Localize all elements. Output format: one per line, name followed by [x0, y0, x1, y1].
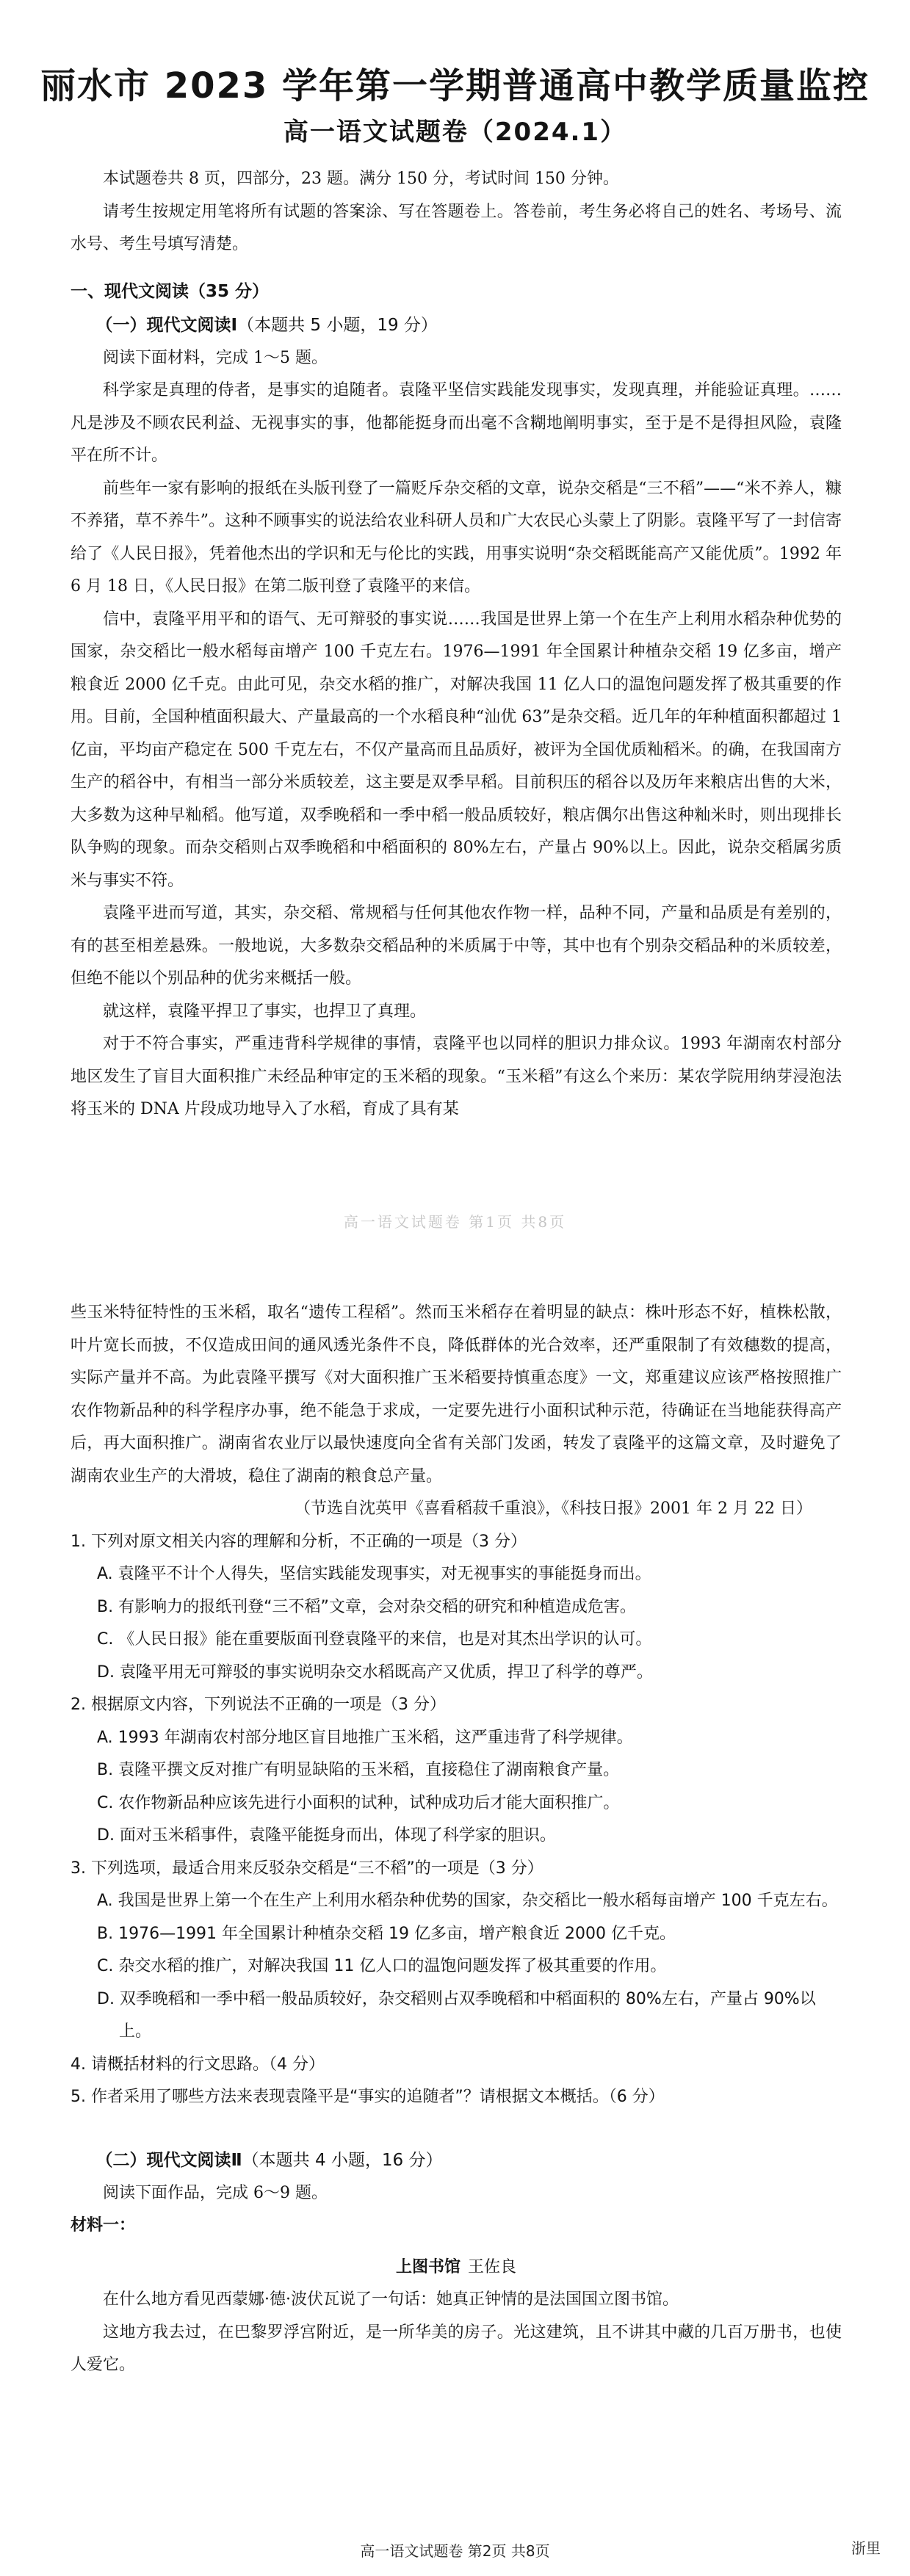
question-3: 3. 下列选项，最适合用来反驳杂交稻是“三不稻”的一项是（3 分） [71, 1859, 544, 1878]
article-paragraph: 袁隆平进而写道，其实，杂交稻、常规稻与任何其他农作物一样，品种不同，产量和品质是有差别的，有的甚至相差悬殊。一般地说，大多数杂交稻品种的米质属于中等，其中也有个别杂交稻品种的米质较差，但绝不能以个别品种的优劣来概括一般。 [71, 904, 842, 988]
subsection-label: （二）现代文阅读Ⅱ [95, 2150, 242, 2170]
exam-page-1 [0, 0, 910, 1248]
question-2: 2. 根据原文内容，下列说法不正确的一项是（3 分） [71, 1696, 446, 1714]
answer-option: B. 有影响力的报纸刊登“三不稻”文章，会对杂交稻的研究和种植造成危害。 [97, 1597, 636, 1616]
article-paragraph: 前些年一家有影响的报纸在头版刊登了一篇贬斥杂交稻的文章，说杂交稻是“三不稻”——“米不养人，糠不养猪，草不养牛”。这种不顾事实的说法给农业科研人员和广大农民心头蒙上了阴影。袁隆平写了一封信寄给了《人民日报》，凭着他杰出的学识和无与伦比的实践，用事实说明“杂交稻既能高产又能优质”。1992 年 6 月 18 日，《人民日报》在第二版刊登了袁隆平的来信。 [71, 479, 842, 596]
question-1: 1. 下列对原文相关内容的理解和分析，不正确的一项是（3 分） [71, 1532, 527, 1551]
exam-subtitle: 高一语文试题卷（2024.1） [283, 117, 627, 147]
article-source: （节选自沈英甲《喜看稻菽千重浪》，《科技日报》2001 年 2 月 22 日） [295, 1499, 812, 1518]
reading-instruction: 阅读下面材料，完成 1～5 题。 [103, 348, 328, 367]
page1-body [71, 163, 842, 1126]
answer-option: A. 袁隆平不计个人得失，坚信实践能发现事实，对无视事实的事能挺身而出。 [97, 1565, 651, 1583]
answer-option: D. 袁隆平用无可辩驳的事实说明杂交水稻既高产又优质，捍卫了科学的尊严。 [97, 1663, 653, 1682]
section-heading: 一、现代文阅读（35 分） [71, 281, 270, 301]
answer-option: B. 袁隆平撰文反对推广有明显缺陷的玉米稻，直接稳住了湖南粮食产量。 [97, 1761, 620, 1779]
answer-option: B. 1976—1991 年全国累计种植杂交稻 19 亿多亩，增产粮食近 2000 亿千克。 [97, 1924, 676, 1943]
answer-option: C. 《人民日报》能在重要版面刊登袁隆平的来信，也是对其杰出学识的认可。 [97, 1630, 652, 1649]
answer-option: A. 我国是世界上第一个在生产上利用水稻杂种优势的国家，杂交稻比一般水稻每亩增产 100 千克左右。 [97, 1892, 838, 1910]
page2-body [71, 1297, 842, 2382]
intro-line: 请考生按规定用笔将所有试题的答案涂、写在答题卷上。答卷前，考生务必将自己的姓名、考场号、流水号、考生号填写清楚。 [71, 202, 842, 253]
article-paragraph: 信中，袁隆平用平和的语气、无可辩驳的事实说……我国是世界上第一个在生产上利用水稻杂种优势的国家，杂交稻比一般水稻每亩增产 100 千克左右。1976—1991 年全国累计种植杂交稻 19 亿多亩，增产粮食近 2000 亿千克。由此可见，杂交水稻的推广，对解决我国 11 亿人口的温饱问题发挥了极其重要的作用。目前，全国种植面积最大、产量最高的一个水稻良种“汕优 63”是杂交稻。近几年的年种植面积都超过 1 亿亩，平均亩产稳定在 500 千克左右，不仅产量高而且品质好，被评为全国优质籼稻米。的确，在我国南方生产的稻谷中，有相当一部分米质较差，这主要是双季早稻。目前积压的稻谷以及历年来粮店出售的大米，大多数为这种早籼稻。他写道，双季晚稻和一季中稻一般品质较好，粮店偶尔出售这种籼米时，则出现排长队争购的现象。而杂交稻则占双季晚稻和中稻面积的 80%左右，产量占 90%以上。因此，说杂交稻属劣质米与事实不符。 [71, 609, 842, 890]
article-paragraph: 些玉米特征特性的玉米稻，取名“遗传工程稻”。然而玉米稻存在着明显的缺点：株叶形态不好，植株松散，叶片宽长而披，不仅造成田间的通风透光条件不良，降低群体的光合效率，还严重限制了有效穗数的提高，实际产量并不高。为此袁隆平撰写《对大面积推广玉米稻要持慎重态度》一文，郑重建议应该严格按照推广农作物新品种的科学程序办事，绝不能急于求成，一定要先进行小面积试种示范，待确证在当地能获得高产后，再大面积推广。湖南省农业厅以最快速度向全省有关部门发函，转发了袁隆平的这篇文章，及时避免了湖南农业生产的大滑坡，稳住了湖南的粮食总产量。 [71, 1303, 842, 1486]
corner-watermark: 浙里 [851, 2539, 881, 2557]
article-paragraph: 在什么地方看见西蒙娜·德·波伏瓦说了一句话：她真正钟情的是法国国立图书馆。 [103, 2290, 679, 2309]
material-label: 材料一： [71, 2216, 136, 2235]
exam-page-2 [0, 1248, 910, 2576]
article-paragraph: 科学家是真理的侍者，是事实的追随者。袁隆平坚信实践能发现事实，发现真理，并能验证真理。……凡是涉及不顾农民利益、无视事实的事，他都能挺身而出毫不含糊地阐明事实，至于是不是得担风险，袁隆平在所不计。 [71, 381, 842, 465]
article-paragraph: 就这样，袁隆平捍卫了事实，也捍卫了真理。 [103, 1002, 427, 1021]
subsection-heading [71, 2143, 842, 2177]
question-4: 4. 请概括材料的行文思路。（4 分） [71, 2055, 325, 2074]
answer-option: A. 1993 年湖南农村部分地区盲目地推广玉米稻，这严重违背了科学规律。 [97, 1728, 633, 1747]
question-5: 5. 作者采用了哪些方法来表现袁隆平是“事实的追随者”？请根据文本概括。（6 分） [71, 2088, 665, 2106]
article-author: 王佐良 [468, 2257, 517, 2276]
page-footer: 高一语文试题卷 第2页 共8页 [360, 2542, 550, 2560]
article-title: 上图书馆 [395, 2257, 461, 2276]
answer-option: C. 杂交水稻的推广，对解决我国 11 亿人口的温饱问题发挥了极其重要的作用。 [97, 1957, 667, 1975]
page-footer: 高一语文试题卷 第1页 共8页 [343, 1213, 567, 1231]
reading-instruction: 阅读下面作品，完成 6～9 题。 [103, 2183, 328, 2202]
subsection-heading [71, 308, 842, 342]
article-title-line [71, 2251, 842, 2284]
intro-line: 本试题卷共 8 页，四部分，23 题。满分 150 分，考试时间 150 分钟。 [103, 170, 619, 188]
subsection-label: （一）现代文阅读Ⅰ [95, 315, 238, 335]
exam-title: 丽水市 2023 学年第一学期普通高中教学质量监控 [40, 65, 870, 106]
answer-option: C. 农作物新品种应该先进行小面积的试种，试种成功后才能大面积推广。 [97, 1793, 620, 1812]
subsection-note: （本题共 5 小题，19 分） [237, 315, 438, 335]
article-paragraph: 对于不符合事实，严重违背科学规律的事情，袁隆平也以同样的胆识力排众议。1993 年湖南农村部分地区发生了盲目大面积推广未经品种审定的玉米稻的现象。“玉米稻”有这么个来历：某农学院用纳芽浸泡法将玉米的 DNA 片段成功地导入了水稻，育成了具有某 [71, 1035, 842, 1118]
answer-option: D. 面对玉米稻事件，袁隆平能挺身而出，体现了科学家的胆识。 [97, 1826, 556, 1845]
answer-option: D. 双季晚稻和一季中稻一般品质较好，杂交稻则占双季晚稻和中稻面积的 80%左右，产量占 90%以上。 [97, 1989, 816, 2041]
article-paragraph: 这地方我去过，在巴黎罗浮宫附近，是一所华美的房子。光这建筑，且不讲其中藏的几百万册书，也使人爱它。 [71, 2323, 842, 2374]
subsection-note: （本题共 4 小题，16 分） [242, 2150, 443, 2170]
